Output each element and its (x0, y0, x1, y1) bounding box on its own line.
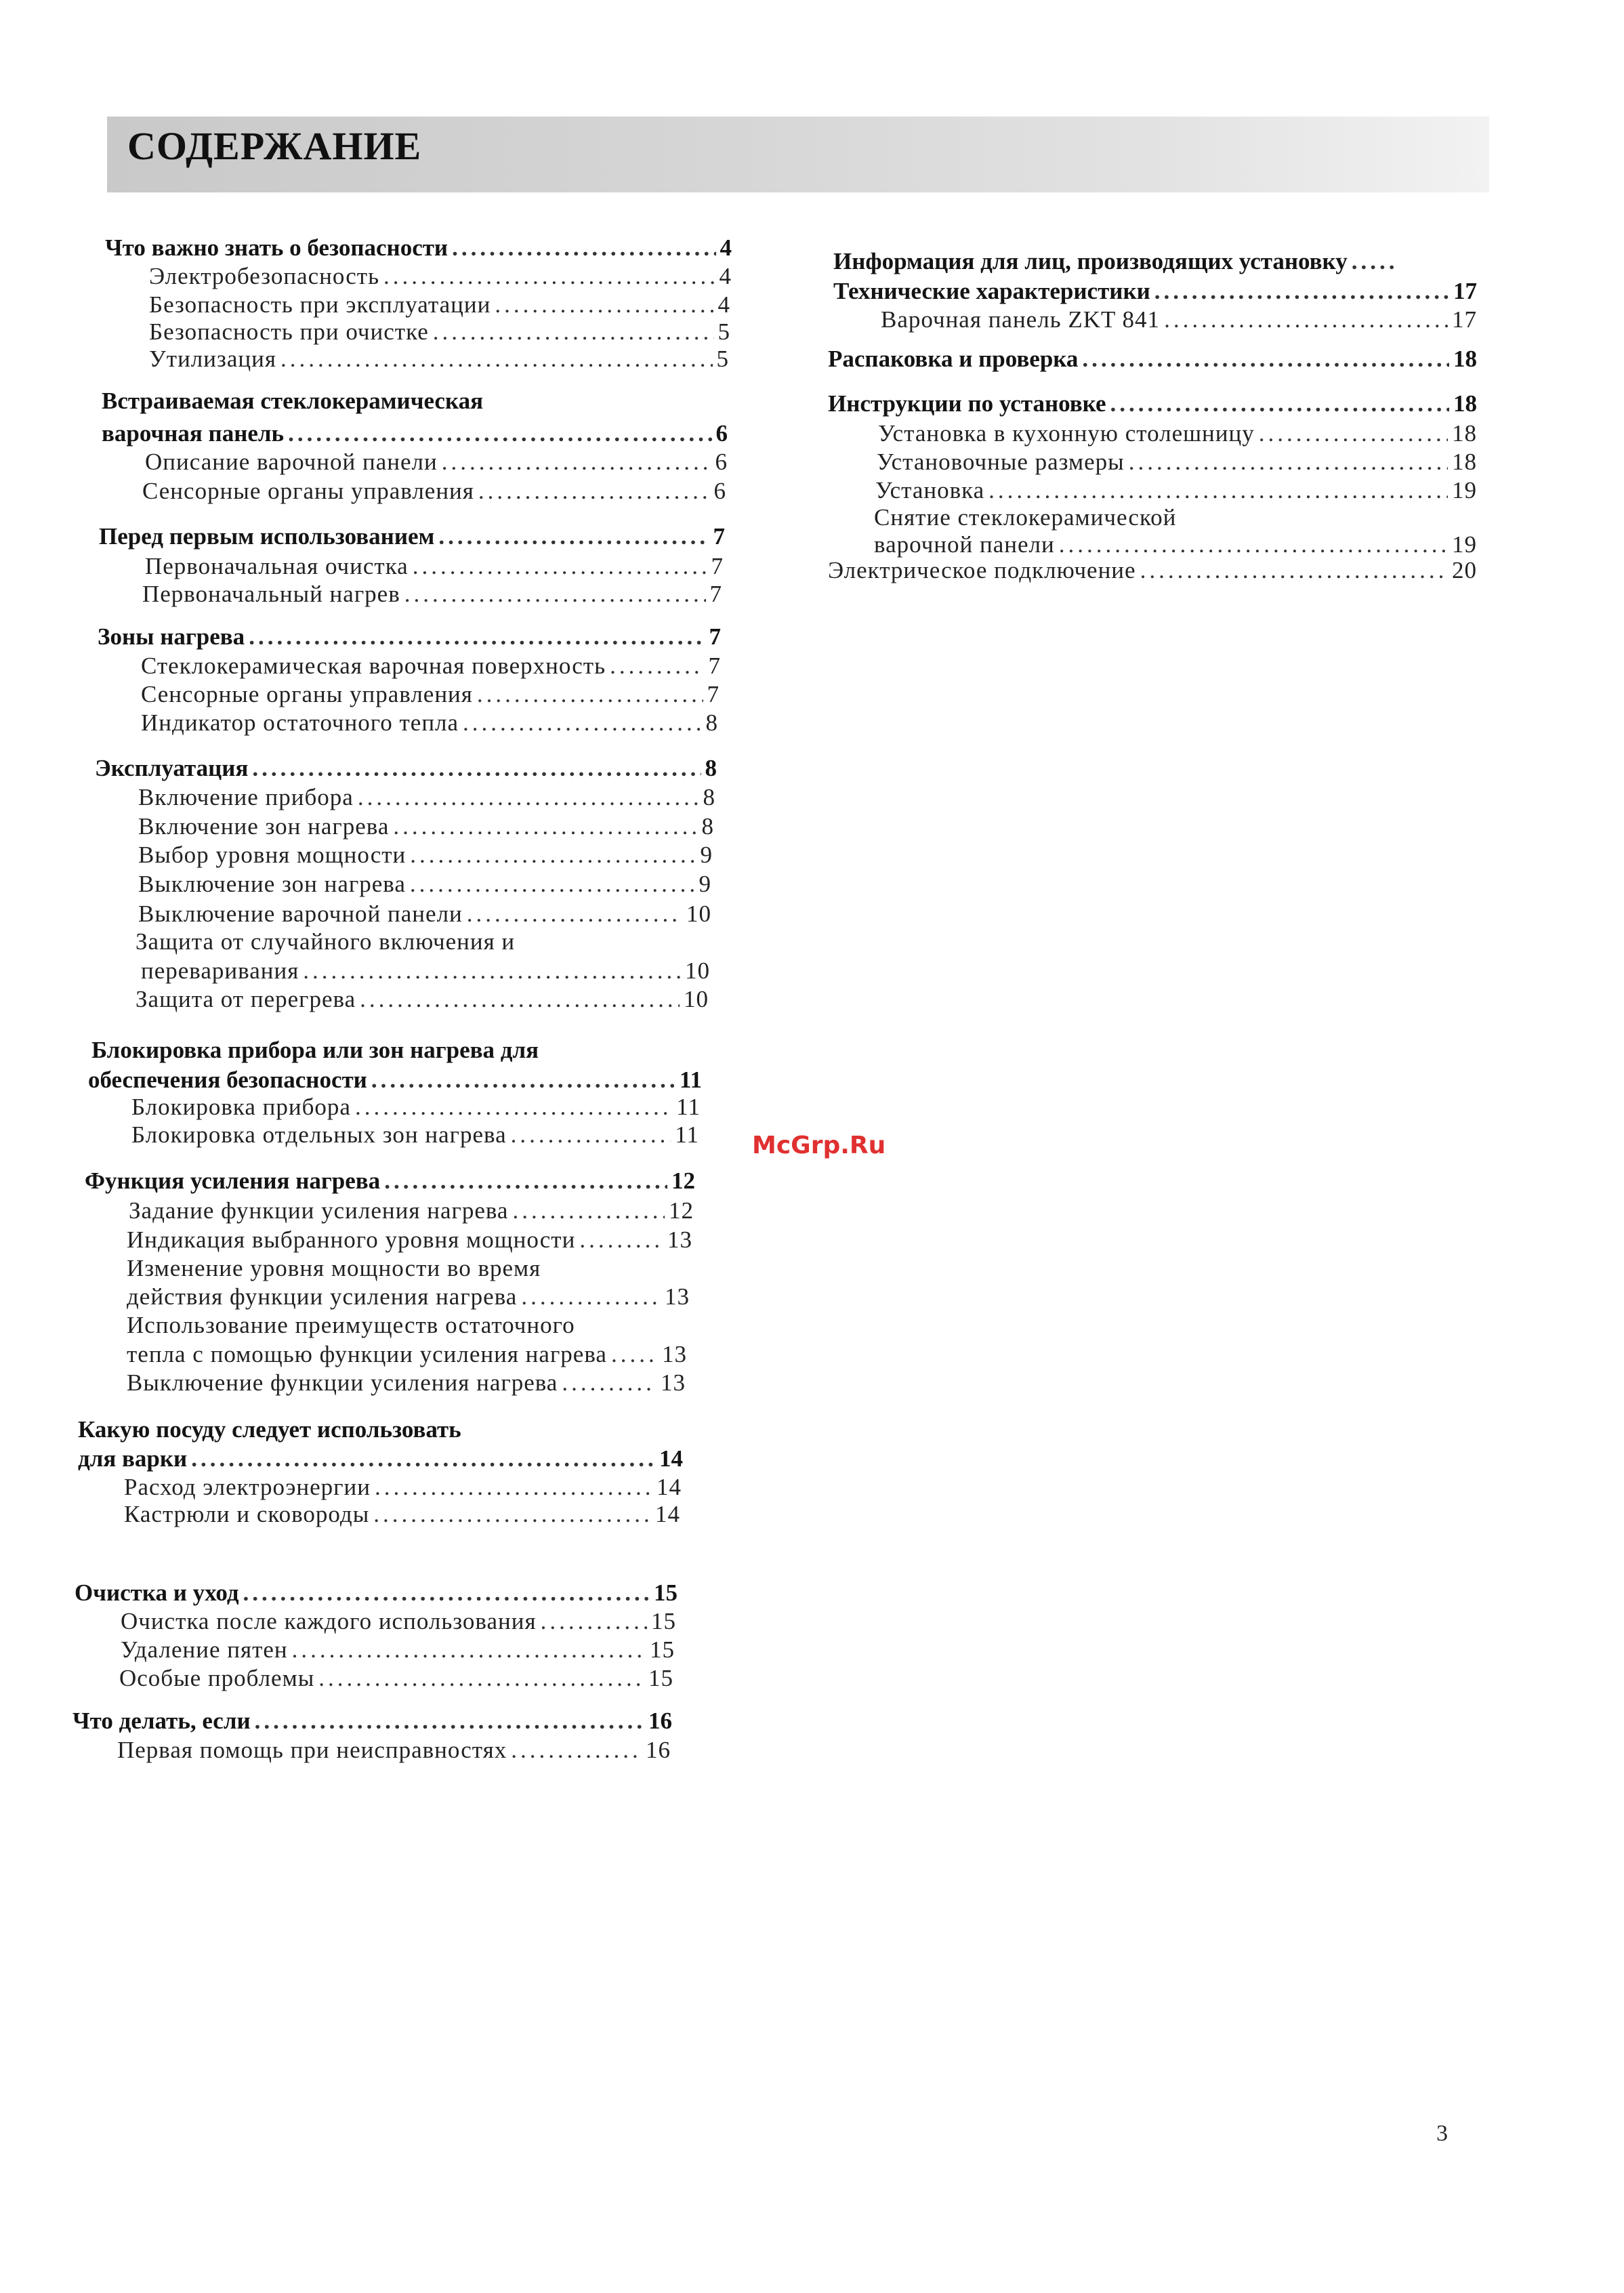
toc-left-entry (138, 813, 714, 840)
toc-left-dot-leader (478, 478, 710, 505)
toc-left-entry (78, 1416, 461, 1443)
toc-left-entry (78, 1445, 683, 1472)
toc-right-page-number: 19 (1452, 531, 1477, 558)
toc-right-entry-title: Снятие стеклокерамической (874, 504, 1177, 531)
toc-left-page-number: 11 (675, 1121, 699, 1148)
toc-left-entry-title: Защита от перегрева (136, 986, 356, 1012)
toc-left-entry (131, 1094, 701, 1121)
toc-right-dot-leader (1259, 420, 1448, 447)
toc-left-entry (124, 1474, 682, 1501)
toc-left-entry-title: Безопасность при эксплуатации (149, 291, 491, 318)
toc-left-entry-title: Изменение уровня мощности во время (127, 1255, 541, 1281)
toc-right-dot-leader (1110, 390, 1449, 417)
toc-left-entry-title: Описание варочной панели (145, 449, 438, 475)
toc-right-page-number: 19 (1452, 477, 1477, 503)
toc-left-entry (129, 1197, 694, 1224)
toc-left-entry (141, 681, 720, 708)
toc-left-dot-leader (442, 449, 711, 476)
toc-left-entry (124, 1501, 680, 1528)
toc-left-entry-title: Очистка и уход (75, 1579, 239, 1606)
toc-left-page-number: 4 (717, 291, 730, 318)
toc-left-dot-leader (243, 1579, 650, 1607)
toc-left-entry-title: Включение зон нагрева (138, 813, 390, 840)
toc-left-dot-leader (355, 1094, 672, 1121)
toc-left-dot-leader (318, 1665, 644, 1692)
toc-left-dot-leader (610, 653, 704, 680)
toc-left-page-number: 13 (662, 1341, 687, 1367)
toc-left-dot-leader (191, 1445, 655, 1472)
toc-left-page-number: 10 (686, 901, 711, 927)
toc-left-page-number: 15 (654, 1579, 678, 1606)
toc-left-entry-title: Особые проблемы (119, 1665, 315, 1691)
toc-left-entry-title: Использование преимуществ остаточного (127, 1312, 575, 1338)
toc-left-page-number: 7 (713, 523, 725, 550)
toc-left-entry-title: тепла с помощью функции усиления нагрева (127, 1341, 607, 1367)
toc-left-entry (136, 928, 515, 955)
toc-left-entry (102, 420, 728, 447)
toc-left-entry (127, 1341, 687, 1368)
toc-left-page-number: 13 (665, 1283, 690, 1310)
toc-left-entry (138, 901, 711, 928)
toc-left-entry (121, 1636, 675, 1664)
toc-left-dot-leader (288, 420, 711, 447)
toc-left-entry-title: Эксплуатация (95, 755, 249, 781)
toc-left-dot-leader (452, 234, 715, 262)
toc-left-entry-title: действия функции усиления нагрева (127, 1283, 518, 1310)
toc-right-entry (828, 346, 1477, 373)
toc-left-dot-leader (410, 871, 695, 898)
toc-right-entry (877, 449, 1477, 476)
toc-right-entry (875, 477, 1477, 504)
toc-left-entry-title: для варки (78, 1445, 188, 1472)
toc-right-entry-title: Распаковка и проверка (828, 346, 1079, 372)
toc-left-entry-title: Функция усиления нагрева (85, 1168, 381, 1194)
toc-left-entry-title: Индикация выбранного уровня мощности (127, 1226, 576, 1253)
toc-left-entry-title: Стеклокерамическая варочная поверхность (141, 653, 606, 679)
toc-right-entry (833, 278, 1477, 305)
toc-left-entry (138, 784, 715, 811)
toc-left-dot-leader (393, 813, 697, 840)
toc-left-entry-title: Электробезопасность (149, 263, 380, 289)
toc-left-dot-leader (511, 1737, 642, 1764)
toc-left-entry (141, 653, 721, 680)
toc-left-entry (138, 871, 711, 898)
toc-right-dot-leader (1164, 306, 1448, 333)
toc-left-entry (142, 478, 726, 505)
toc-right-entry-title: Установочные размеры (877, 449, 1125, 475)
toc-left-page-number: 13 (661, 1369, 686, 1396)
toc-right-page-number: 18 (1453, 346, 1477, 372)
toc-left-dot-leader (280, 346, 713, 373)
toc-left-dot-leader (511, 1121, 671, 1149)
toc-right-dot-leader (1082, 346, 1449, 373)
toc-left-entry (127, 1283, 690, 1310)
toc-left-page-number: 7 (709, 581, 722, 607)
toc-right-entry-title: Технические характеристики (833, 278, 1150, 304)
toc-left-entry-title: переваривания (141, 957, 299, 984)
toc-left-entry-title: Что делать, если (72, 1708, 251, 1734)
toc-left-entry (138, 842, 713, 869)
toc-left-entry (127, 1369, 686, 1397)
toc-left-entry (142, 581, 722, 608)
toc-left-dot-leader (495, 291, 713, 318)
toc-right-page-number: 17 (1452, 306, 1477, 333)
toc-left-page-number: 9 (700, 842, 713, 868)
toc-right-entry (874, 531, 1477, 558)
toc-left-entry-title: Кастрюли и сковороды (124, 1501, 370, 1527)
toc-right-entry-title: Установка (875, 477, 985, 503)
toc-left-page-number: 15 (651, 1608, 676, 1634)
toc-left-entry-title: Перед первым использованием (99, 523, 435, 550)
toc-left-page-number: 11 (679, 1067, 702, 1093)
toc-left-page-number: 15 (650, 1636, 675, 1663)
toc-left-page-number: 7 (707, 681, 720, 707)
toc-left-dot-leader (463, 709, 701, 737)
toc-left-entry (149, 263, 732, 290)
toc-left-entry (149, 318, 730, 346)
toc-left-entry-title: Очистка после каждого использования (121, 1608, 537, 1634)
toc-left-entry-title: Выключение зон нагрева (138, 871, 406, 897)
toc-left-entry-title: Индикатор остаточного тепла (141, 709, 459, 736)
toc-right-page-number: 18 (1453, 390, 1477, 417)
toc-left-page-number: 15 (648, 1665, 673, 1691)
toc-left-entry (141, 709, 718, 737)
toc-left-page-number: 10 (684, 986, 709, 1012)
toc-right-dot-leader (1129, 449, 1448, 476)
toc-left-dot-leader (303, 957, 681, 985)
toc-left-page-number: 7 (708, 653, 721, 679)
toc-left-dot-leader (521, 1283, 661, 1310)
toc-left-entry (91, 1037, 539, 1064)
toc-left-page-number: 16 (648, 1708, 672, 1734)
toc-left-entry-title: Включение прибора (138, 784, 354, 810)
toc-left-page-number: 8 (701, 813, 714, 840)
toc-left-page-number: 10 (685, 957, 710, 984)
toc-left-page-number: 7 (711, 553, 724, 579)
toc-left-entry-title: обеспечения безопасности (88, 1067, 367, 1093)
toc-left-page-number: 5 (716, 346, 729, 372)
toc-left-dot-leader (413, 553, 707, 580)
toc-left-entry-title: Блокировка прибора (131, 1094, 351, 1120)
toc-right-entry (878, 420, 1477, 447)
toc-right-dot-leader (1140, 557, 1448, 584)
toc-left-dot-leader (249, 623, 705, 650)
toc-left-page-number: 4 (719, 263, 732, 289)
toc-left-page-number: 9 (699, 871, 711, 897)
toc-right-entry (833, 248, 1477, 275)
toc-left-page-number: 5 (717, 318, 730, 345)
toc-right-page-number: 17 (1453, 278, 1477, 304)
toc-left-page-number: 4 (720, 234, 732, 261)
toc-left-dot-leader (467, 901, 682, 928)
toc-right-entry-title: Электрическое подключение (828, 557, 1136, 583)
toc-left-dot-leader (579, 1226, 663, 1254)
toc-left-dot-leader (433, 318, 714, 346)
toc-left-entry (105, 234, 732, 262)
toc-left-entry-title: Утилизация (149, 346, 276, 372)
toc-left-page-number: 12 (669, 1197, 694, 1224)
toc-left-entry-title: Зоны нагрева (98, 623, 245, 650)
toc-left-page-number: 13 (667, 1226, 692, 1253)
toc-right-entry-title: Информация для лиц, производящих установку (833, 248, 1348, 274)
toc-left-dot-leader (611, 1341, 658, 1368)
toc-left-dot-leader (375, 1474, 652, 1501)
toc-left-entry-title: Защита от случайного включения и (136, 928, 516, 955)
toc-left-page-number: 6 (715, 420, 728, 447)
toc-left-dot-leader (358, 784, 699, 811)
toc-left-entry (127, 1255, 541, 1282)
page-title: СОДЕРЖАНИЕ (127, 124, 422, 168)
toc-left-entry (72, 1708, 672, 1735)
toc-left-entry (95, 755, 717, 782)
toc-left-entry-title: Выключение варочной панели (138, 901, 463, 927)
toc-left-entry (119, 1665, 673, 1692)
toc-right-dot-leader (1154, 278, 1449, 305)
toc-left-dot-leader (383, 263, 715, 290)
toc-left-dot-leader (541, 1608, 647, 1635)
toc-left-dot-leader (255, 1708, 644, 1735)
toc-left-dot-leader (384, 1168, 667, 1195)
toc-left-entry-title: Первоначальный нагрев (142, 581, 400, 607)
toc-left-entry-title: варочная панель (102, 420, 285, 447)
toc-left-entry (117, 1737, 671, 1764)
page-number: 3 (1436, 2121, 1448, 2146)
toc-right-entry (874, 504, 1176, 531)
toc-right-page-number: 18 (1452, 420, 1477, 447)
toc-left-dot-leader (410, 842, 696, 869)
toc-left-dot-leader (360, 986, 680, 1013)
toc-left-dot-leader (512, 1197, 665, 1224)
toc-right-entry (828, 390, 1477, 417)
toc-left-dot-leader (477, 681, 703, 708)
toc-left-entry-title: Выключение функции усиления нагрева (127, 1369, 558, 1396)
toc-left-entry (127, 1226, 692, 1254)
toc-left-entry (88, 1067, 702, 1094)
toc-left-dot-leader (562, 1369, 657, 1397)
toc-left-entry (145, 449, 728, 476)
watermark: McGrp.Ru (752, 1132, 886, 1159)
toc-right-entry (881, 306, 1477, 333)
toc-left-page-number: 14 (659, 1445, 683, 1472)
toc-left-page-number: 11 (676, 1094, 701, 1120)
toc-left-entry (121, 1608, 676, 1635)
toc-left-entry (102, 388, 483, 415)
toc-left-page-number: 14 (657, 1474, 682, 1500)
toc-left-page-number: 16 (646, 1737, 671, 1763)
toc-left-entry-title: Безопасность при очистке (149, 318, 429, 345)
toc-right-page-number: 20 (1452, 557, 1477, 583)
toc-left-entry-title: Первая помощь при неисправностях (117, 1737, 507, 1763)
toc-right-entry (828, 557, 1477, 584)
toc-left-entry-title: Задание функции усиления нагрева (129, 1197, 509, 1224)
toc-left-dot-leader (404, 581, 706, 608)
toc-left-entry-title: Выбор уровня мощности (138, 842, 407, 868)
toc-right-entry-title: Установка в кухонную столешницу (878, 420, 1255, 447)
toc-left-entry-title: Удаление пятен (121, 1636, 288, 1663)
toc-left-dot-leader (371, 1067, 675, 1094)
toc-left-entry-title: Расход электроэнергии (124, 1474, 371, 1500)
toc-left-page-number: 6 (715, 449, 728, 475)
toc-left-entry (127, 1312, 575, 1339)
toc-left-entry (75, 1579, 678, 1607)
toc-left-dot-leader (292, 1636, 646, 1664)
toc-left-entry-title: Что важно знать о безопасности (105, 234, 449, 261)
toc-left-entry-title: Встраиваемая стеклокерамическая (102, 388, 484, 414)
toc-right-entry-title: Варочная панель ZKT 841 (881, 306, 1161, 333)
toc-right-entry-title: варочной панели (874, 531, 1055, 558)
toc-left-page-number: 8 (703, 784, 715, 810)
toc-left-page-number: 8 (705, 755, 717, 781)
toc-left-dot-leader (373, 1501, 651, 1528)
toc-left-entry-title: Первоначальная очистка (145, 553, 409, 579)
toc-left-entry (145, 553, 724, 580)
toc-left-entry-title: Какую посуду следует использовать (78, 1416, 461, 1443)
toc-left-dot-leader (438, 523, 709, 550)
toc-right-page-number: 18 (1452, 449, 1477, 475)
toc-left-page-number: 12 (671, 1168, 695, 1194)
toc-left-entry (131, 1121, 699, 1149)
toc-left-page-number: 8 (705, 709, 718, 736)
toc-right-dot-leader (1059, 531, 1448, 558)
toc-left-entry (98, 623, 721, 650)
toc-left-entry (141, 957, 710, 985)
toc-left-dot-leader (252, 755, 701, 782)
toc-left-page-number: 6 (713, 478, 726, 504)
toc-left-entry (136, 986, 709, 1013)
toc-left-entry-title: Блокировка отдельных зон нагрева (131, 1121, 507, 1148)
toc-left-entry-title: Сенсорные органы управления (141, 681, 473, 707)
toc-left-entry-title: Блокировка прибора или зон нагрева для (91, 1037, 539, 1063)
toc-left-entry (149, 346, 729, 373)
toc-left-entry-title: Сенсорные органы управления (142, 478, 474, 504)
toc-left-entry (99, 523, 725, 550)
toc-left-entry (149, 291, 730, 318)
toc-left-page-number: 14 (655, 1501, 680, 1527)
toc-right-dot-leader (1352, 248, 1399, 275)
toc-left-entry (85, 1168, 695, 1195)
toc-left-page-number: 7 (709, 623, 721, 650)
toc-right-entry-title: Инструкции по установке (828, 390, 1106, 417)
toc-right-dot-leader (988, 477, 1448, 504)
